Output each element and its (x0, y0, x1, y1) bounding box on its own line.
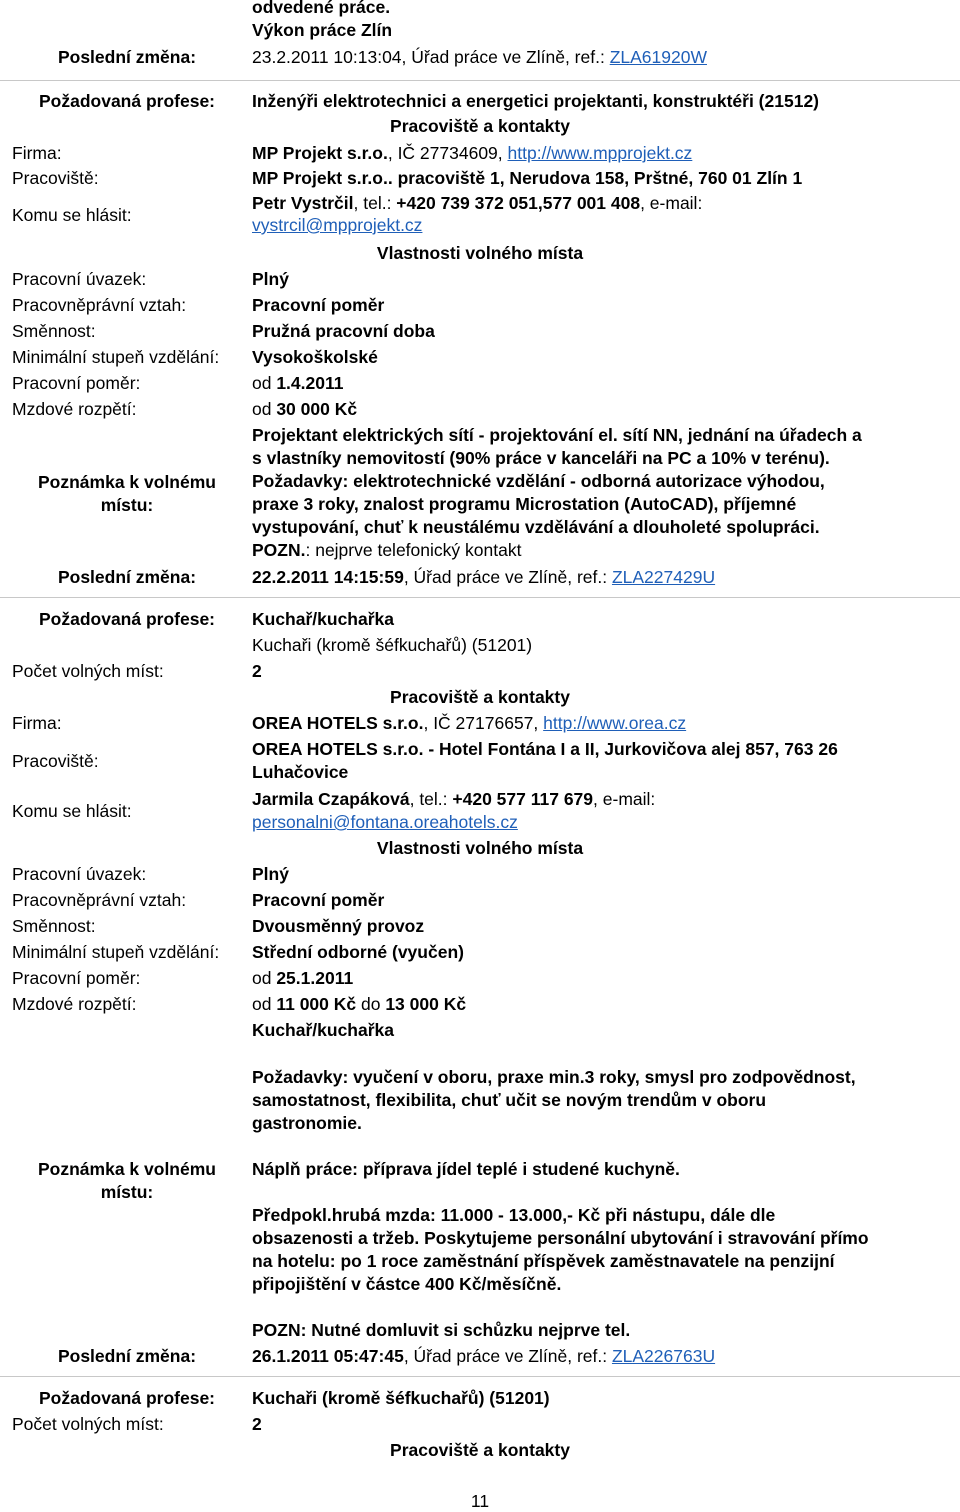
entry3-note-pay-line: Předpokl.hrubá mzda: 11.000 - 13.000,- Kč při nástupu, dále dle (252, 1205, 776, 1225)
entry3-contact-name: Jarmila Czapáková (252, 789, 410, 809)
entry2-note-poz (252, 539, 521, 561)
entry3-firm-url[interactable]: http://www.orea.cz (543, 713, 687, 733)
entry2-workload-label: Pracovní úvazek: (12, 269, 147, 289)
entry3-props-section: Vlastnosti volného místa (376, 838, 584, 858)
entry2-workload: Plný (252, 269, 289, 289)
entry2-note-line: s vlastníky nemovitostí (90% práce v kanceláři na PC a 10% v terénu). (252, 448, 830, 468)
entry3-education-label: Minimální stupeň vzdělání: (12, 942, 220, 962)
entry1-change-text: 23.2.2011 10:13:04, Úřad práce ve Zlíně, ref.: (252, 47, 610, 67)
entry2-salary (252, 398, 357, 420)
entry2-relation: Pracovní poměr (252, 295, 385, 315)
entry2-note-line: vystupování, chuť k neustálému vzdělávání a dlouholeté spolupráci. (252, 517, 820, 537)
entry1-change-value (252, 46, 707, 68)
entry3-workload-label: Pracovní úvazek: (12, 864, 147, 884)
entry3-workplace-line-2: Luhačovice (252, 762, 349, 782)
entry3-shift: Dvousměnný provoz (252, 916, 425, 936)
entry3-change-text: , Úřad práce ve Zlíně, ref.: (403, 1346, 612, 1366)
entry2-note-label-1: Poznámka k volnému (38, 472, 216, 492)
entry2-change-label: Poslední změna: (57, 567, 197, 587)
entry3-profession-label: Požadovaná profese: (38, 609, 216, 629)
entry3-workplace-line-1: OREA HOTELS s.r.o. - Hotel Fontána I a II, Jurkovičova alej 857, 763 26 (252, 739, 838, 759)
entry3-firm-name: OREA HOTELS s.r.o. (252, 713, 424, 733)
entry2-change-value (252, 566, 715, 588)
entry3-tel: +420 577 117 679 (452, 789, 594, 809)
entry2-relation-label: Pracovněprávní vztah: (12, 295, 187, 315)
entry2-workplace-label: Pracoviště: (12, 168, 99, 188)
entry2-start (252, 372, 343, 394)
entry3-start (252, 967, 353, 989)
entry2-note-poz-rest: : nejprve telefonický kontakt (305, 540, 522, 560)
entry2-change-text: , Úřad práce ve Zlíně, ref.: (403, 567, 612, 587)
entry2-start-prefix: od (252, 373, 277, 393)
entry2-firm-name: MP Projekt s.r.o. (252, 143, 388, 163)
entry2-firm-id: , IČ 27734609, (387, 143, 508, 163)
entry3-salary-from: 11 000 Kč (276, 994, 357, 1014)
entry3-workplace-label: Pracoviště: (12, 751, 99, 771)
entry2-email-line (252, 214, 422, 236)
entry2-firm-label: Firma: (12, 143, 62, 163)
entry2-shift-label: Směnnost: (12, 321, 96, 341)
entry2-tel: +420 739 372 051,577 001 408 (396, 193, 641, 213)
entry3-note-req-line: samostatnost, flexibilita, chuť učit se novým trendům v oboru (252, 1090, 767, 1110)
divider (0, 80, 960, 81)
entry3-note-pay-line: na hotelu: po 1 roce zaměstnání příspěvek zaměstnavatele na penzijní (252, 1251, 835, 1271)
entry2-profession: Inženýři elektrotechnici a energetici projektanti, konstruktéři (21512) (252, 91, 819, 111)
entry2-email-label: , e-mail: (640, 193, 703, 213)
page-number: 11 (470, 1491, 490, 1511)
entry3-note-job: Náplň práce: příprava jídel teplé i studené kuchyně. (252, 1159, 680, 1179)
entry3-change-date: 26.1.2011 05:47:45 (252, 1346, 404, 1366)
entry3-note-pay-line: obsazenosti a tržeb. Poskytujeme personální ubytování i stravování přímo (252, 1228, 869, 1248)
entry3-firm (252, 712, 686, 734)
entry2-contact-name: Petr Vystrčil (252, 193, 354, 213)
entry2-note-label-2: místu: (100, 495, 154, 515)
entry2-note-line: praxe 3 roky, znalost programu Microstation (AutoCAD), příjemné (252, 494, 797, 514)
entry3-ref-link[interactable]: ZLA226763U (611, 1346, 716, 1366)
entry3-contact (252, 788, 655, 810)
entry2-shift: Pružná pracovní doba (252, 321, 435, 341)
entry4-profession: Kuchaři (kromě šéfkuchařů) (51201) (252, 1388, 550, 1408)
entry2-salary-prefix: od (252, 399, 277, 419)
entry2-ref-link[interactable]: ZLA227429U (611, 567, 716, 587)
entry2-profession-label: Požadovaná profese: (38, 91, 216, 111)
entry2-note-line: Požadavky: elektrotechnické vzdělání - odborná autorizace výhodou, (252, 471, 825, 491)
entry4-profession-label: Požadovaná profese: (38, 1388, 216, 1408)
entry1-ref-link[interactable]: ZLA61920W (609, 47, 707, 67)
entry3-email-line (252, 811, 518, 833)
entry4-vacancies: 2 (252, 1414, 262, 1434)
entry3-workplace-section: Pracoviště a kontakty (390, 687, 570, 707)
entry2-workplace-section: Pracoviště a kontakty (390, 116, 570, 136)
entry3-note-title: Kuchař/kuchařka (252, 1020, 395, 1040)
entry2-contact (252, 192, 702, 214)
entry2-start-label: Pracovní poměr: (12, 373, 141, 393)
entry3-profession: Kuchař/kuchařka (252, 609, 395, 629)
entry2-firm-url[interactable]: http://www.mpprojekt.cz (507, 143, 693, 163)
entry3-note-poz: POZN: Nutné domluvit si schůzku nejprve tel. (252, 1320, 631, 1340)
entry3-note-pay-line: připojištění v částce 400 Kč/měsíčně. (252, 1274, 562, 1294)
entry3-note-req-line: Požadavky: vyučení v oboru, praxe min.3 roky, smysl pro zodpovědnost, (252, 1067, 856, 1087)
entry3-note-req-line: gastronomie. (252, 1113, 362, 1133)
entry3-profession-sub: Kuchaři (kromě šéfkuchařů) (51201) (252, 635, 533, 655)
entry3-email-link[interactable]: personalni@fontana.oreahotels.cz (252, 812, 518, 832)
entry3-firm-label: Firma: (12, 713, 62, 733)
entry3-relation-label: Pracovněprávní vztah: (12, 890, 187, 910)
entry3-relation: Pracovní poměr (252, 890, 385, 910)
entry3-vacancies-label: Počet volných míst: (12, 661, 164, 681)
entry2-note-poz-bold: POZN. (252, 540, 306, 560)
entry2-contact-label: Komu se hlásit: (12, 205, 132, 225)
divider (0, 1376, 960, 1377)
entry1-change-label: Poslední změna: (57, 47, 197, 67)
entry2-salary-value: 30 000 Kč (276, 399, 358, 419)
entry3-firm-id: , IČ 27176657, (423, 713, 544, 733)
entry2-start-date: 1.4.2011 (276, 373, 344, 393)
entry3-shift-label: Směnnost: (12, 916, 96, 936)
entry2-education-label: Minimální stupeň vzdělání: (12, 347, 220, 367)
entry3-salary-prefix: od (252, 994, 277, 1014)
entry2-education: Vysokoškolské (252, 347, 378, 367)
entry2-change-date: 22.2.2011 14:15:59 (252, 567, 404, 587)
entry3-salary-mid: do (356, 994, 386, 1014)
divider (0, 597, 960, 598)
entry4-vacancies-label: Počet volných míst: (12, 1414, 164, 1434)
entry2-tel-label: , tel.: (353, 193, 397, 213)
entry2-workplace-text: . pracoviště 1, Nerudova 158, Prštné, 760 01 Zlín 1 (387, 168, 803, 188)
entry2-workplace-name: MP Projekt s.r.o. (252, 168, 388, 188)
entry3-contact-label: Komu se hlásit: (12, 801, 132, 821)
entry3-start-label: Pracovní poměr: (12, 968, 141, 988)
entry3-change-value (252, 1345, 715, 1367)
entry2-workplace (252, 167, 802, 189)
entry3-salary-to: 13 000 Kč (385, 994, 467, 1014)
entry2-note-line: Projektant elektrických sítí - projektování el. sítí NN, jednání na úřadech a (252, 425, 862, 445)
entry2-email-link[interactable]: vystrcil@mpprojekt.cz (252, 215, 423, 235)
entry4-workplace-section: Pracoviště a kontakty (390, 1440, 570, 1460)
entry1-line-1: odvedené práce. (252, 0, 391, 17)
entry3-note-label-2: místu: (100, 1182, 154, 1202)
entry3-salary-label: Mzdové rozpětí: (12, 994, 137, 1014)
entry1-line-2: Výkon práce Zlín (252, 20, 393, 40)
entry2-props-section: Vlastnosti volného místa (376, 243, 584, 263)
entry3-note-label-1: Poznámka k volnému (38, 1159, 216, 1179)
entry3-start-prefix: od (252, 968, 277, 988)
entry3-email-label: , e-mail: (593, 789, 656, 809)
entry3-salary (252, 993, 466, 1015)
entry3-education: Střední odborné (vyučen) (252, 942, 464, 962)
entry2-firm (252, 142, 692, 164)
entry3-change-label: Poslední změna: (57, 1346, 197, 1366)
entry3-tel-label: , tel.: (409, 789, 453, 809)
entry3-start-date: 25.1.2011 (276, 968, 354, 988)
entry2-salary-label: Mzdové rozpětí: (12, 399, 137, 419)
entry3-vacancies: 2 (252, 661, 262, 681)
entry3-workload: Plný (252, 864, 289, 884)
